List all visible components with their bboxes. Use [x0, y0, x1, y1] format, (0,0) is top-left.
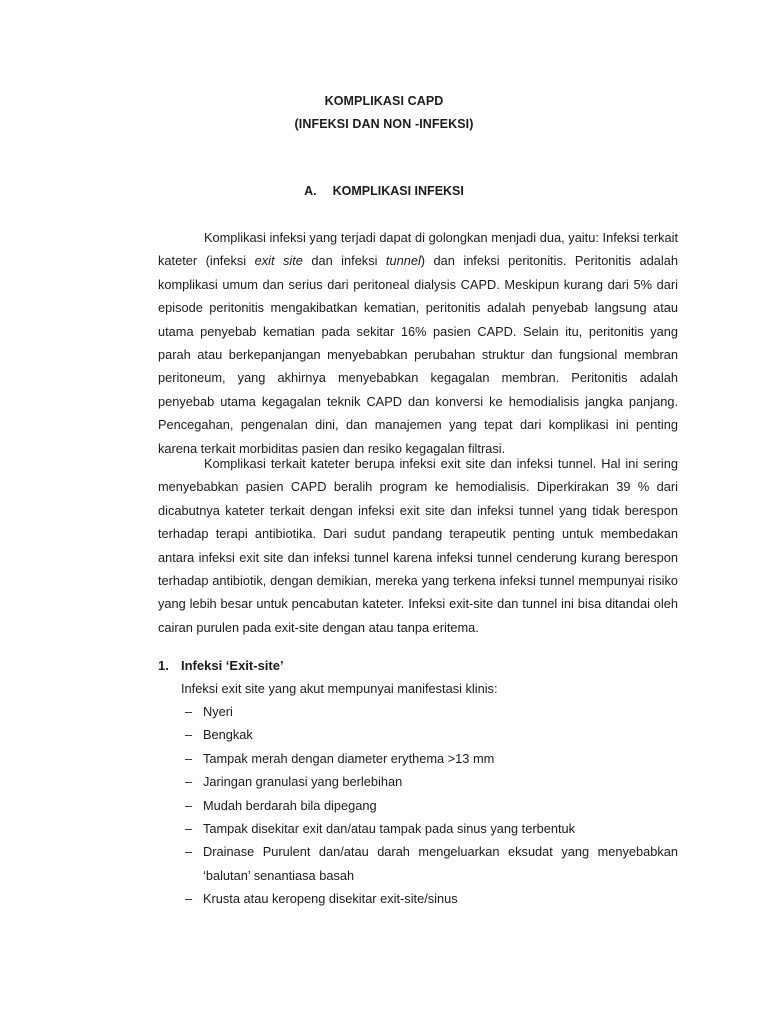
dash-bullet: –: [185, 704, 193, 719]
list-item: [181, 817, 678, 840]
paragraph-1-italic-tunnel: tunnel: [385, 253, 421, 269]
list-item-text: Bengkak: [203, 727, 253, 743]
list-item-text: Jaringan granulasi yang berlebihan: [203, 774, 403, 790]
list-item-text: Tampak disekitar exit dan/atau tampak pada sinus yang terbentuk: [203, 821, 576, 837]
subsection-title: Infeksi ‘Exit-site’: [181, 658, 284, 673]
list-item: [181, 723, 678, 746]
list-item: [181, 794, 678, 817]
paragraph-1-text-a: Komplikasi infeksi yang terjadi dapat di golongkan menjadi dua, yaitu: Infeksi terkait kateter (infeksi: [158, 230, 678, 269]
dash-bullet: –: [185, 774, 193, 790]
paragraph-1-text-c: ) dan infeksi peritonitis. Peritonitis adalah komplikasi umum dan serius dari peritoneal dialysis CAPD. Meskipun kurang dari 5% dari episode peritonitis mengakibatkan kematian, peritonitis adalah penyebab langsung atau utama penyebab kematian pada sekitar 16% pasien CAPD. Selain itu, peritonitis yang parah atau berkepanjangan menyebabkan perubahan struktur dan fungsional membran peritoneum, yang akhirnya menyebabkan kegagalan membran. Peritonitis adalah penyebab utama kegagalan teknik CAPD dan konversi ke hemodialisis jangka panjang. Pencegahan, pengenalan dini, dan manajemen yang tepat dari komplikasi ini penting karena terkait morbiditas pasien dan resiko kegagalan filtrasi.: [158, 253, 678, 456]
section-title: KOMPLIKASI INFEKSI: [332, 184, 464, 198]
section-label: A.: [304, 184, 317, 198]
list-item-text: Drainase Purulent dan/atau darah mengeluarkan eksudat yang menyebabkan ‘balutan’ senantiasa basah: [203, 844, 678, 883]
dash-bullet: –: [185, 727, 193, 743]
paragraph-1-italic-exit-site: exit site: [254, 253, 303, 269]
subsection-heading-1: [158, 658, 284, 673]
document-title: KOMPLIKASI CAPD: [324, 94, 444, 108]
dash-bullet: –: [185, 797, 193, 813]
list-item-text: Nyeri: [203, 704, 233, 719]
dash-bullet: –: [185, 891, 193, 907]
dash-bullet: –: [185, 844, 193, 860]
subsection-intro: Infeksi exit site yang akut mempunyai manifestasi klinis:: [181, 681, 498, 696]
list-item-text: Krusta atau keropeng disekitar exit-site/sinus: [203, 891, 458, 907]
list-item: [181, 770, 678, 793]
subsection-number: 1.: [158, 658, 169, 673]
symptom-list: [181, 700, 678, 911]
paragraph-1: [158, 226, 678, 460]
section-heading-a: [0, 184, 768, 198]
dash-bullet: –: [185, 750, 193, 766]
list-item: [181, 887, 678, 910]
list-item: [181, 700, 678, 723]
paragraph-2: Komplikasi terkait kateter berupa infeksi exit site dan infeksi tunnel. Hal ini sering menyebabkan pasien CAPD beralih program ke hemodialisis. Diperkirakan 39 % dari dicabutnya kateter terkait dengan infeksi exit site dan infeksi tunnel yang tidak berespon terhadap terapi antibiotika. Dari sudut pandang terapeutik penting untuk membedakan antara infeksi exit site dan infeksi tunnel karena infeksi tunnel cenderung kurang berespon terhadap antibiotik, dengan demikian, mereka yang terkena infeksi tunnel mempunyai risiko yang lebih besar untuk pencabutan kateter. Infeksi exit-site dan tunnel ini bisa ditandai oleh cairan purulen pada exit-site dengan atau tanpa eritema.: [158, 456, 678, 635]
list-item-text: Tampak merah dengan diameter erythema >13 mm: [203, 750, 495, 766]
list-item: [181, 747, 678, 770]
list-item: [181, 840, 678, 887]
document-subtitle: (INFEKSI DAN NON -INFEKSI): [294, 117, 474, 131]
dash-bullet: –: [185, 821, 193, 837]
paragraph-1-text-b: dan infeksi: [302, 253, 386, 269]
list-item-text: Mudah berdarah bila dipegang: [203, 797, 377, 813]
